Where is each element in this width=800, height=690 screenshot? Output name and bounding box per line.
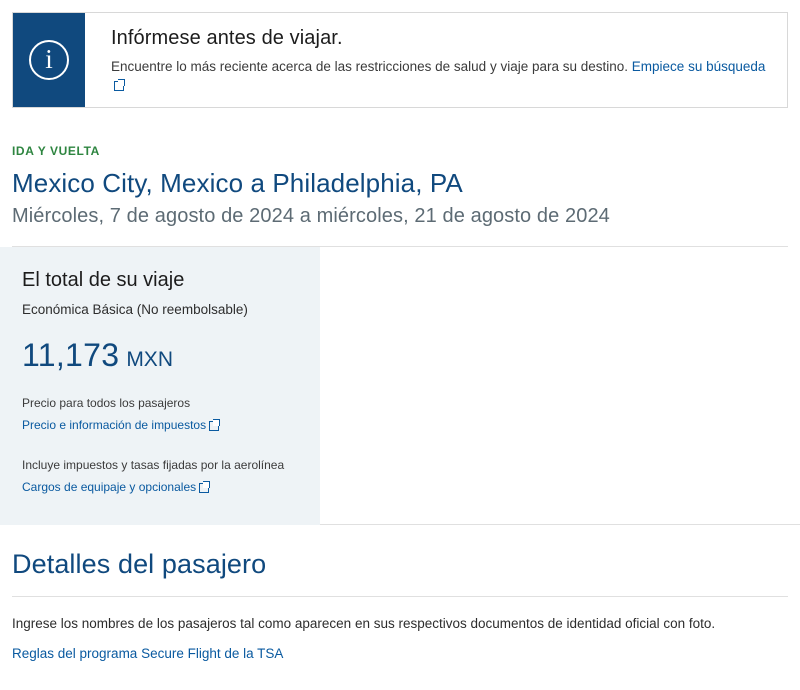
price-and-tax-info-label: Precio e información de impuestos <box>22 418 207 433</box>
tax-info-link-row <box>22 416 298 434</box>
trip-type-label: IDA Y VUELTA <box>12 144 100 159</box>
trip-route-title: Mexico City, Mexico a Philadelphia, PA <box>12 168 463 199</box>
spacer <box>22 434 298 458</box>
total-price-amount: 11,173 <box>22 337 120 374</box>
passenger-details-title: Detalles del pasajero <box>12 549 267 580</box>
trip-total-row <box>0 247 800 525</box>
external-link-icon <box>209 419 220 430</box>
price-and-tax-info-link[interactable] <box>22 418 220 432</box>
external-link-icon <box>199 481 210 492</box>
tsa-secure-flight-link[interactable] <box>12 646 283 661</box>
travel-advisory-banner <box>12 12 788 108</box>
fare-brand-name: Económica Básica (No reembolsable) <box>22 302 248 318</box>
total-price <box>22 337 298 374</box>
passenger-details-section <box>0 525 800 663</box>
banner-body <box>85 13 787 107</box>
banner-title: Infórmese antes de viajar. <box>111 27 343 49</box>
tsa-secure-flight-label: Reglas del programa Secure Flight de la TSA <box>12 646 284 662</box>
info-circle-icon: i <box>29 40 69 80</box>
trip-total-card <box>0 247 320 525</box>
start-search-link-label: Empiece su búsqueda <box>631 59 766 74</box>
total-card-empty-area <box>320 247 800 525</box>
baggage-link-row <box>22 478 298 496</box>
trip-dates: Miércoles, 7 de agosto de 2024 a miércoles, 21 de agosto de 2024 <box>12 205 610 228</box>
total-price-currency: MXN <box>126 348 173 372</box>
includes-taxes-note: Incluye impuestos y tasas fijadas por la aerolínea <box>22 458 285 473</box>
banner-description <box>111 58 771 93</box>
external-link-icon <box>114 79 125 90</box>
banner-description-text: Encuentre lo más reciente acerca de las restricciones de salud y viaje para su destino. <box>111 59 629 74</box>
baggage-and-optional-fees-label: Cargos de equipaje y opcionales <box>22 480 197 495</box>
passenger-instructions: Ingrese los nombres de los pasajeros tal como aparecen en sus respectivos documentos de identidad oficial con foto. <box>12 616 716 632</box>
baggage-and-optional-fees-link[interactable] <box>22 480 210 494</box>
trip-summary-section <box>0 108 800 247</box>
info-banner-wrapper <box>0 0 800 108</box>
trip-total-title: El total de su viaje <box>22 269 185 292</box>
passenger-details-divider <box>12 596 788 597</box>
all-passengers-note: Precio para todos los pasajeros <box>22 396 191 411</box>
banner-icon-column <box>13 13 85 107</box>
